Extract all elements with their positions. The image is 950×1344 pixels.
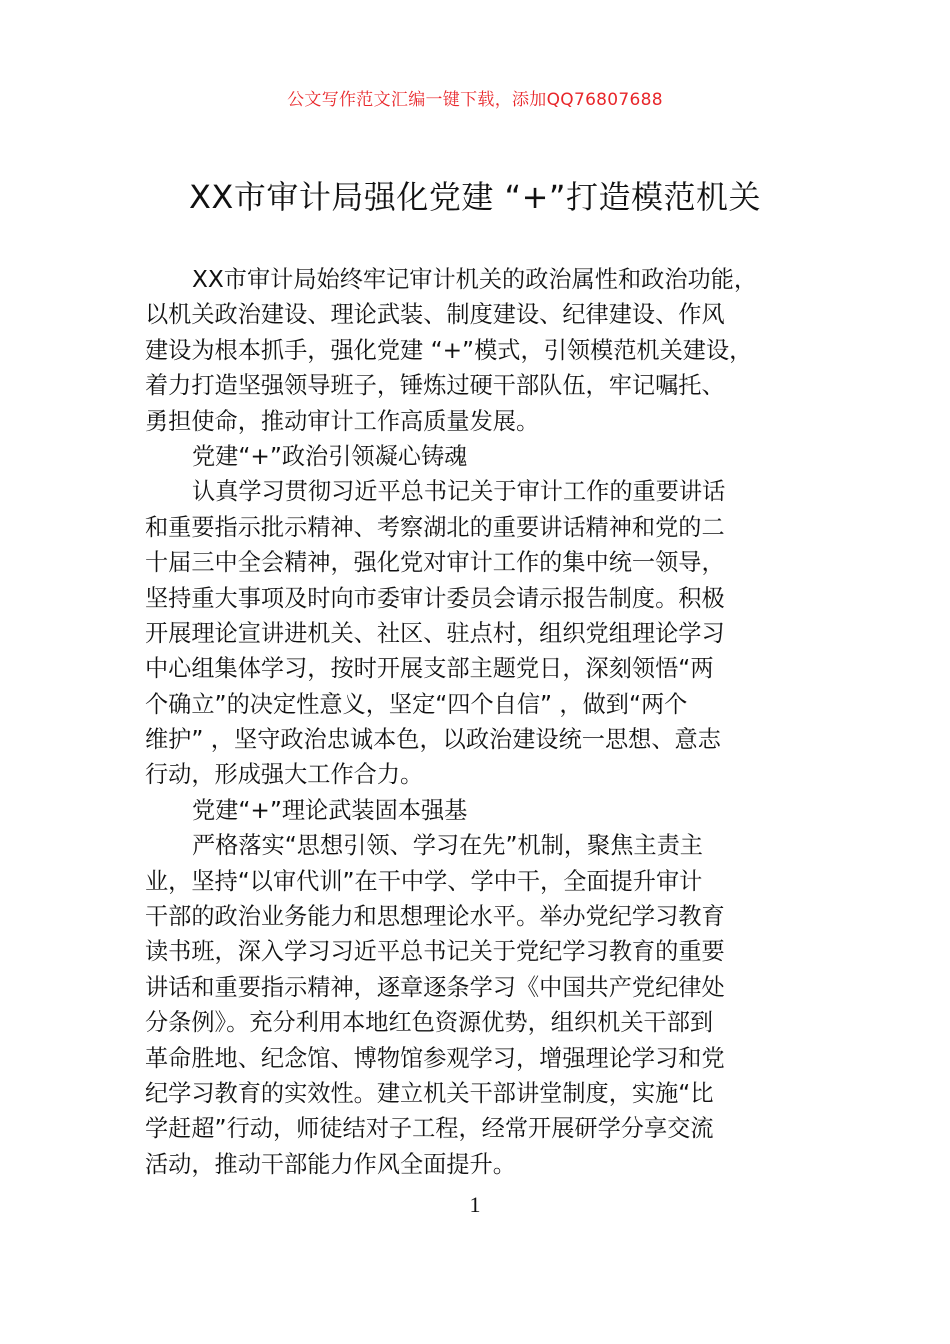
text-line: 讲话和重要指示精神，逐章逐条学习《中国共产党纪律处 — [145, 973, 725, 1001]
text-line: 业，坚持“以审代训”在干中学、学中干，全面提升审计 — [145, 867, 703, 895]
text-line: 着力打造坚强领导班子，锤炼过硬干部队伍，牢记嘱托、 — [145, 372, 725, 400]
document-body — [145, 262, 835, 1182]
text-line: 党建“+”理论武装固本强基 — [192, 796, 468, 824]
text-line: 建设为根本抓手，强化党建 “+”模式，引领模范机关建设， — [145, 336, 753, 364]
text-line: XX市审计局始终牢记审计机关的政治属性和政治功能， — [192, 266, 758, 293]
text-line: 十届三中全会精神，强化党对审计工作的集中统一领导， — [145, 549, 725, 577]
download-banner: 公文写作范文汇编一键下载，添加QQ76807688 — [287, 90, 663, 110]
text-line: 干部的政治业务能力和思想理论水平。举办党纪学习教育 — [145, 903, 725, 931]
text-line: 中心组集体学习，按时开展支部主题党日，深刻领悟“两 — [145, 655, 714, 683]
text-line: 读书班，深入学习习近平总书记关于党纪学习教育的重要 — [145, 938, 725, 966]
text-line: 纪学习教育的实效性。建立机关干部讲堂制度，实施“比 — [145, 1079, 714, 1107]
text-line: 活动，推动干部能力作风全面提升。 — [145, 1150, 516, 1178]
text-line: 坚持重大事项及时向市委审计委员会请示报告制度。积极 — [145, 584, 725, 612]
page-number: 1 — [469, 1192, 481, 1217]
document-title: XX市审计局强化党建 “+”打造模范机关 — [189, 178, 761, 216]
text-line: 学赶超”行动，师徒结对子工程，经常开展研学分享交流 — [145, 1115, 714, 1143]
text-line: 分条例》。充分利用本地红色资源优势，组织机关干部到 — [145, 1009, 714, 1037]
text-line: 革命胜地、纪念馆、博物馆参观学习，增强理论学习和党 — [145, 1044, 725, 1072]
text-line: 维护” ，坚守政治忠诚本色，以政治建设统一思想、意志 — [145, 726, 721, 754]
text-line: 严格落实“思想引领、学习在先”机制，聚焦主责主 — [192, 832, 703, 860]
text-line: 开展理论宣讲进机关、社区、驻点村，组织党组理论学习 — [145, 619, 725, 647]
text-line: 行动，形成强大工作合力。 — [145, 761, 424, 789]
text-line: 党建“+”政治引领凝心铸魂 — [192, 442, 468, 470]
text-line: 认真学习贯彻习近平总书记关于审计工作的重要讲话 — [192, 478, 726, 506]
text-line: 以机关政治建设、理论武装、制度建设、纪律建设、作风 — [145, 301, 725, 329]
text-line: 勇担使命，推动审计工作高质量发展。 — [145, 407, 540, 435]
text-line: 个确立”的决定性意义，坚定“四个自信” ，做到“两个 — [145, 690, 688, 718]
text-line: 和重要指示批示精神、考察湖北的重要讲话精神和党的二 — [145, 513, 725, 541]
